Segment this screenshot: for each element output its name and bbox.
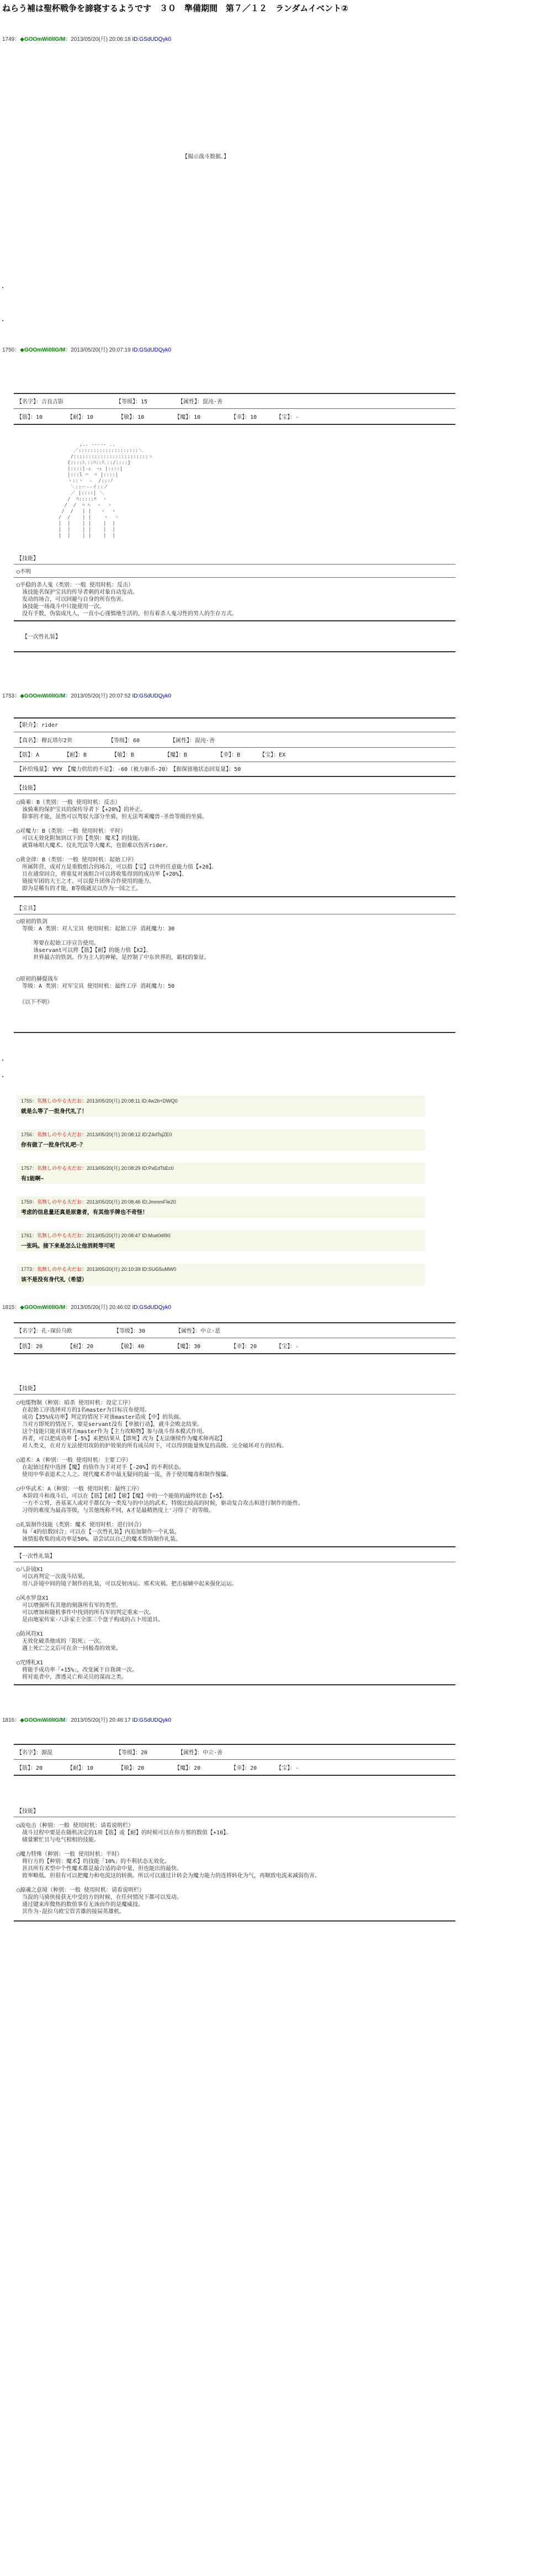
poster-id[interactable]: ID:GSdUDQyk0	[132, 1717, 172, 1723]
divider	[14, 1032, 455, 1033]
divider	[14, 1775, 455, 1776]
poster-id[interactable]: ID:GSdUDQyk0	[132, 1305, 172, 1311]
divider	[14, 1744, 455, 1745]
poster-name: ◆GOOmWi0lIG/M	[20, 1305, 66, 1311]
divider	[14, 717, 455, 718]
page-title: ねらう補は聖杯戦争を諦寝するようです ３０ 準備期間 第７／１２ ランダムイベント②	[2, 4, 348, 13]
stat-row: 【名字】：吉良吉影 【等级】：15 【属性】：混沌·善	[17, 399, 223, 405]
quoted-reply: 1759：名無しのやる夫だお：2013/05/20(月) 20:08:46 ID:JmmmFIe20 考虑的信息量还真是原惫者，有其他手牌也不奇怪！	[17, 1196, 425, 1218]
divider	[14, 424, 455, 425]
section-heading: 【技能】	[17, 1808, 39, 1814]
divider	[14, 1684, 455, 1685]
stat-row: 【筋】：10 【耐】：10 【敏】：10 【魔】：10 【幸】：10 【宝】：-	[17, 414, 299, 421]
post-text: 【揭示战斗数据。】	[182, 154, 229, 160]
divider	[14, 577, 455, 578]
quoted-reply: 1755：名無しのやる夫だお：2013/05/20(月) 20:08:11 ID:4w2b+DWQ0 就是么等了一批身代礼了！	[17, 1095, 425, 1117]
divider	[14, 393, 455, 394]
divider	[14, 620, 455, 621]
divider	[14, 651, 455, 652]
post-header: 1753：◆GOOmWi0lIG/M：2013/05/20(月) 20:07:52 ID:GSdUDQyk0	[2, 693, 172, 699]
poster-name: ◆GOOmWi0lIG/M	[20, 693, 66, 699]
section-heading: 【一次性礼装】	[17, 1553, 55, 1560]
section-heading: 【技能】	[17, 785, 39, 791]
quoted-reply: 1757：名無しのやる夫だお：2013/05/20(月) 20:08:29 ID:PxEdTsEc0 有1能啊~	[17, 1163, 425, 1184]
divider	[14, 1546, 455, 1547]
section-heading: 【一次性礼装】	[22, 634, 61, 640]
divider	[14, 564, 455, 565]
divider	[14, 896, 455, 897]
poster-id[interactable]: ID:GSdUDQyk0	[132, 693, 172, 699]
divider	[14, 1394, 455, 1395]
section-heading: 【宝具】	[17, 906, 39, 912]
ascii-art: ,.. -‐‐‐- .. ／::::::::::::::::::::＼ /:::::::::::::::::::::::::ヽ {::::ﾄ､::ﾊ::ﾄ､::/::::} |::::|-ｭ ｰｭ |::::| |:::l ⌒ ⌒ |::::| ヽ::ヽ ‐ /:::ﾉ ＼::ー--イ::ノ ／ |::::| ＼ / ﾊ:::::ﾊ ヽ / / ﾍ ﾍ ヽ ヽ / / | | ヽ ヽ / / | | ヽ ヽ | | | | | | | | | | | | | | | | | |	[58, 442, 153, 539]
post-header: 1816：◆GOOmWi0lIG/M：2013/05/20(月) 20:46:17 ID:GSdUDQyk0	[2, 1717, 172, 1723]
divider	[14, 1322, 455, 1323]
section-heading: 【技能】	[17, 556, 39, 562]
quoted-reply: 1773：名無しのやる夫だお：2013/05/20(月) 20:10:39 ID:SUG5uMW0 该不是没有身代礼（希望）	[17, 1264, 425, 1285]
divider	[14, 1759, 455, 1760]
post-header: 1750：◆GOOmWi0lIG/M：2013/05/20(月) 20:07:19 ID:GSdUDQyk0	[2, 347, 172, 353]
post-header: 1815：◆GOOmWi0lIG/M：2013/05/20(月) 20:46:02 ID:GSdUDQyk0	[2, 1305, 172, 1311]
divider	[14, 1353, 455, 1354]
divider	[14, 776, 455, 777]
quoted-reply: 1756：名無しのやる夫だお：2013/05/20(月) 20:08:12 ID:Z4dTsjZE0 你有做了一批身代礼吧··？	[17, 1129, 425, 1151]
poster-name: ◆GOOmWi0lIG/M	[20, 1717, 66, 1723]
poster-name: ◆GOOmWi0lIG/M	[20, 347, 66, 353]
section-heading: 【技能】	[17, 1386, 39, 1392]
quoted-reply: 1761：名無しのやる夫だお：2013/05/20(月) 20:08:47 ID:Mue0dI90 一张吗。接下来是怎么让他消耗等可呢	[17, 1230, 425, 1252]
divider	[14, 1920, 455, 1922]
poster-id[interactable]: ID:GSdUDQyk0	[132, 36, 172, 42]
divider	[14, 408, 455, 409]
post-header: 1749：◆GOOmWi0lIG/M：2013/05/20(月) 20:06:18 ID:GSdUDQyk0	[2, 36, 172, 42]
poster-name: ◆GOOmWi0lIG/M	[20, 36, 66, 42]
poster-id[interactable]: ID:GSdUDQyk0	[132, 347, 172, 353]
divider	[14, 747, 455, 748]
